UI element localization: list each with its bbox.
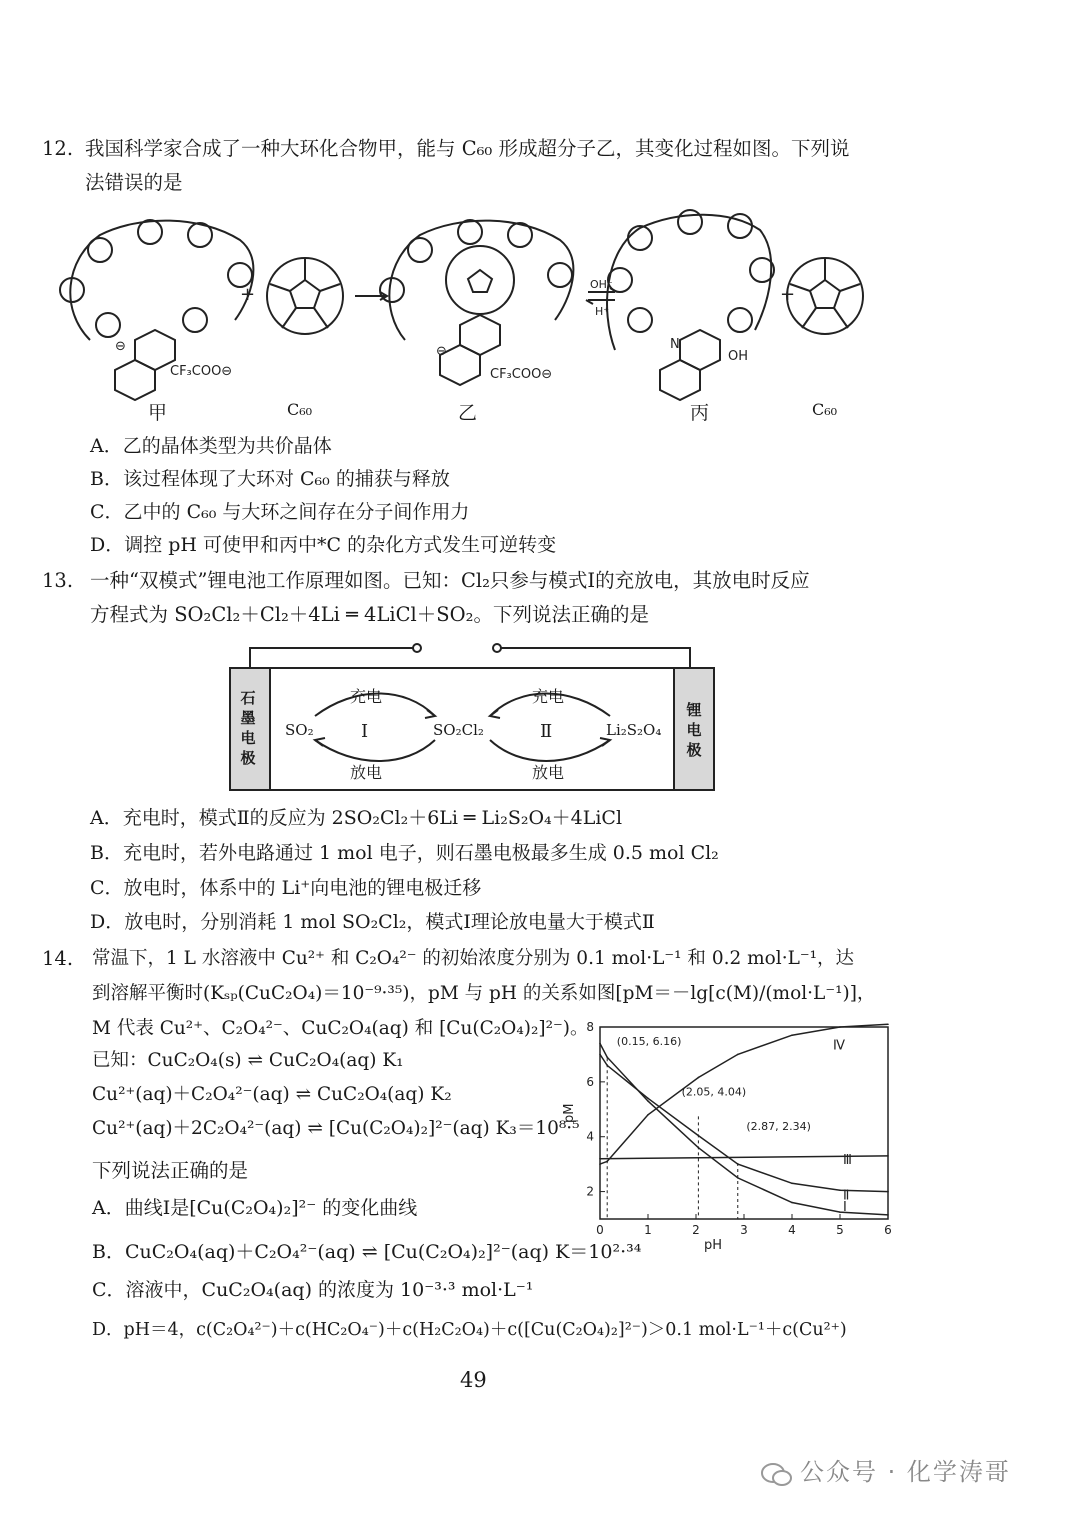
oh-minus-label: OH⁻ xyxy=(590,278,613,291)
lithium-electrode-label: 锂 电 极 xyxy=(686,701,702,759)
n-charge-a: ⊖ xyxy=(115,339,126,354)
q14-stem-line1: 常温下，1 L 水溶液中 Cu²⁺ 和 C₂O₄²⁻ 的初始浓度分别为 0.1 mol·L⁻¹ 和 0.2 mol·L⁻¹，达 xyxy=(92,948,855,969)
annotation-label: (2.87, 2.34) xyxy=(746,1119,811,1133)
x-tick-label: 6 xyxy=(884,1223,892,1237)
q13-stem-line1: 一种“双模式”锂电池工作原理如图。已知：Cl₂只参与模式Ⅰ的充放电，其放电时反应 xyxy=(90,569,810,592)
charge-label-mode1: 充电 xyxy=(350,687,383,706)
series-point-2 xyxy=(887,1191,889,1193)
series-label-2: Ⅱ xyxy=(843,1188,850,1204)
series-point-4 xyxy=(737,1054,739,1056)
series-point-4 xyxy=(887,1023,889,1025)
plus-sign-a: + xyxy=(240,284,256,305)
supramolecule-yi xyxy=(380,220,573,385)
q14-option-d[interactable]: D．pH＝4，c(C₂O₄²⁻)＋c(HC₂O₄⁻)＋c(H₂C₂O₄)＋c([Cu(C₂O₄)₂]²⁻)＞0.1 mol·L⁻¹＋c(Cu²⁺) xyxy=(92,1320,847,1340)
q12-stem-line1: 我国科学家合成了一种大环化合物甲，能与 C₆₀ 形成超分子乙，其变化过程如图。下列说 xyxy=(85,137,850,160)
watermark-text: 公众号 · 化学涛哥 xyxy=(800,1458,1011,1486)
y-tick-label: 4 xyxy=(586,1129,594,1144)
charge-label-mode2: 充电 xyxy=(532,687,565,706)
series-point-1 xyxy=(606,1056,608,1058)
series-point-2 xyxy=(839,1189,841,1191)
wechat-icon xyxy=(760,1461,794,1489)
q14-known2: Cu²⁺(aq)＋C₂O₄²⁻(aq) ⇌ CuC₂O₄(aq) K₂ xyxy=(92,1084,452,1105)
q12-option-c[interactable]: C．乙中的 C₆₀ 与大环之间存在分子间作用力 xyxy=(90,501,470,523)
discharge-label-mode2: 放电 xyxy=(532,763,565,782)
series-point-2 xyxy=(599,1054,601,1056)
x-tick-label: 3 xyxy=(740,1223,748,1237)
series-label-4: Ⅳ xyxy=(833,1038,845,1054)
y-tick-label: 6 xyxy=(586,1074,594,1089)
series-point-2 xyxy=(647,1098,649,1100)
series-point-3 xyxy=(887,1155,889,1157)
x-tick-label: 4 xyxy=(788,1223,796,1237)
q12-stem-line2: 法错误的是 xyxy=(85,171,183,194)
c60-sphere-b xyxy=(787,258,863,334)
series-point-4 xyxy=(839,1026,841,1028)
pm-ph-chart xyxy=(555,1015,900,1255)
series-point-1 xyxy=(791,1202,793,1204)
series-point-1 xyxy=(839,1211,841,1213)
q13-option-d[interactable]: D．放电时，分别消耗 1 mol SO₂Cl₂，模式Ⅰ理论放电量大于模式Ⅱ xyxy=(90,911,655,933)
label-c60-b: C₆₀ xyxy=(812,400,838,419)
x-axis-label: pH xyxy=(704,1238,723,1253)
y-tick-label: 2 xyxy=(586,1184,594,1199)
x-tick-label: 0 xyxy=(596,1223,604,1237)
q13-option-b[interactable]: B．充电时，若外电路通过 1 mol 电子，则石墨电极最多生成 0.5 mol Cl₂ xyxy=(90,842,719,864)
label-jia: 甲 xyxy=(148,402,168,424)
li2s2o4-label: Li₂S₂O₄ xyxy=(606,721,662,739)
series-label-1: Ⅰ xyxy=(843,1199,847,1215)
series-point-4 xyxy=(599,1163,601,1165)
q13-option-c[interactable]: C．放电时，体系中的 Li⁺向电池的锂电极迁移 xyxy=(90,877,482,899)
page-number: 49 xyxy=(460,1368,487,1392)
q14-stem-line2: 到溶解平衡时(Kₛₚ(CuC₂O₄)＝10⁻⁹·³⁵)，pM 与 pH 的关系如图[pM＝－lg[c(M)/(mol·L⁻¹)]， xyxy=(92,983,876,1004)
series-point-1 xyxy=(599,1043,601,1045)
battery-diagram xyxy=(225,638,725,798)
q12-option-a[interactable]: A．乙的晶体类型为共价晶体 xyxy=(90,435,332,457)
annotation-label: (0.15, 6.16) xyxy=(616,1034,682,1048)
q13-option-a[interactable]: A．充电时，模式Ⅱ的反应为 2SO₂Cl₂＋6Li ═ Li₂S₂O₄＋4LiCl xyxy=(90,807,623,829)
q12-option-d[interactable]: D．调控 pH 可使甲和丙中*C 的杂化方式发生可逆转变 xyxy=(90,534,557,556)
label-bing: 丙 xyxy=(690,402,710,424)
x-tick-label: 2 xyxy=(692,1223,700,1237)
mode2-label: Ⅱ xyxy=(540,721,553,742)
series-point-1 xyxy=(887,1214,889,1216)
discharge-label-mode1: 放电 xyxy=(350,763,383,782)
series-point-4 xyxy=(698,1077,700,1079)
series-point-3 xyxy=(599,1158,601,1160)
so2-label: SO₂ xyxy=(285,721,314,739)
series-point-1 xyxy=(647,1100,649,1102)
series-point-2 xyxy=(791,1183,793,1185)
series-label-3: Ⅲ xyxy=(843,1152,852,1168)
plus-sign-b: + xyxy=(780,284,796,305)
series-line-2 xyxy=(600,1054,888,1191)
x-tick-label: 1 xyxy=(644,1223,652,1237)
c60-sphere-a xyxy=(267,258,343,334)
q14-prompt: 下列说法正确的是 xyxy=(92,1159,249,1182)
q13-stem-line2: 方程式为 SO₂Cl₂＋Cl₂＋4Li ═ 4LiCl＋SO₂。下列说法正确的是 xyxy=(90,603,649,626)
cf3coo-label-b: CF₃COO⊖ xyxy=(490,367,553,382)
series-point-4 xyxy=(647,1114,649,1116)
q12-option-b[interactable]: B．该过程体现了大环对 C₆₀ 的捕获与释放 xyxy=(90,468,450,490)
y-tick-label: 8 xyxy=(586,1020,594,1034)
label-c60-a: C₆₀ xyxy=(287,400,313,419)
x-tick-label: 5 xyxy=(836,1223,844,1237)
q14-known3: Cu²⁺(aq)＋2C₂O₄²⁻(aq) ⇌ [Cu(C₂O₄)₂]²⁻(aq) K₃＝10⁸·⁵ xyxy=(92,1118,580,1139)
oh-group-label: OH xyxy=(728,349,749,364)
watermark xyxy=(760,1452,1011,1489)
h-plus-label: H⁺ xyxy=(595,305,610,318)
q14-known1: 已知：CuC₂O₄(s) ⇌ CuC₂O₄(aq) K₁ xyxy=(92,1050,404,1071)
series-point-4 xyxy=(791,1034,793,1036)
so2cl2-label: SO₂Cl₂ xyxy=(433,721,484,739)
macrocycle-bing xyxy=(607,210,774,400)
n-atom-label: N xyxy=(670,337,680,352)
mode1-label: Ⅰ xyxy=(361,721,369,742)
q14-option-a[interactable]: A．曲线Ⅰ是[Cu(C₂O₄)₂]²⁻ 的变化曲线 xyxy=(92,1197,418,1219)
graphite-electrode-label: 石 墨 电 极 xyxy=(240,689,256,767)
q13-number: 13. xyxy=(42,569,74,592)
n-charge-b: ⊖ xyxy=(436,344,447,359)
q14-option-c[interactable]: C．溶液中，CuC₂O₄(aq) 的浓度为 10⁻³·³ mol·L⁻¹ xyxy=(92,1279,534,1301)
q14-option-b[interactable]: B．CuC₂O₄(aq)＋C₂O₄²⁻(aq) ⇌ [Cu(C₂O₄)₂]²⁻(aq) K＝10²·³⁴ xyxy=(92,1241,642,1263)
q14-stem-line3: M 代表 Cu²⁺、C₂O₄²⁻、CuC₂O₄(aq) 和 [Cu(C₂O₄)₂]²⁻)。 xyxy=(92,1018,589,1039)
q14-number: 14. xyxy=(42,947,74,970)
q12-reaction-figure xyxy=(40,200,1040,430)
label-yi: 乙 xyxy=(458,402,478,424)
annotation-label: (2.05, 4.04) xyxy=(681,1085,747,1099)
y-axis-label: pM xyxy=(562,1103,577,1123)
cf3coo-label-a: CF₃COO⊖ xyxy=(170,364,233,379)
q12-number: 12. xyxy=(42,137,74,160)
